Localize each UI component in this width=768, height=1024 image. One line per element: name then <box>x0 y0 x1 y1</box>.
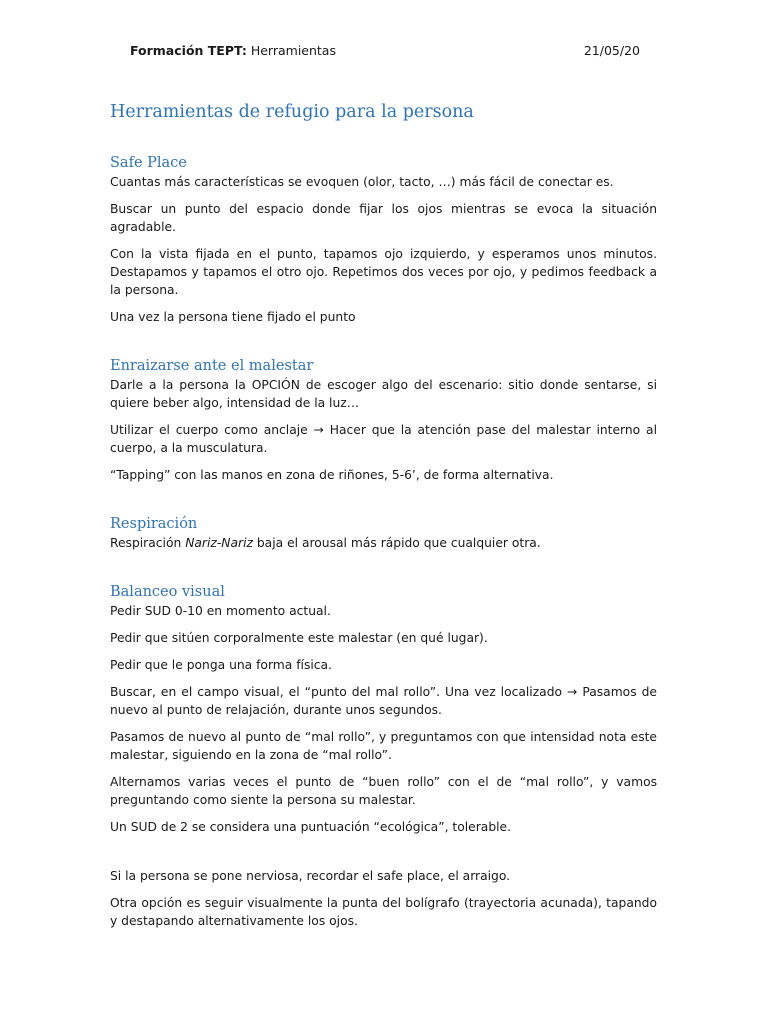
page-header <box>130 43 640 59</box>
paragraph: Darle a la persona la OPCIÓN de escoger algo del escenario: sitio donde sentarse, si quiere beber algo, intensidad de la luz… <box>110 378 657 410</box>
document-body <box>110 100 657 939</box>
paragraph: Utilizar el cuerpo como anclaje → Hacer que la atención pase del malestar interno al cuerpo, a la musculatura. <box>110 423 657 455</box>
section-heading: Enraizarse ante el malestar <box>110 358 314 374</box>
paragraph: Con la vista fijada en el punto, tapamos ojo izquierdo, y esperamos unos minutos. Destapamos y tapamos el otro ojo. Repetimos dos veces por ojo, y pedimos feedback a la persona. <box>110 247 657 297</box>
paragraph-emphasis: Nariz-Nariz <box>185 536 253 550</box>
closing-notes <box>110 867 657 930</box>
paragraph: Pasamos de nuevo al punto de “mal rollo”, y preguntamos con que intensidad nota este malestar, siguiendo en la zona de “mal rollo”. <box>110 730 657 762</box>
document-title: Herramientas de refugio para la persona <box>110 102 474 122</box>
header-label-bold: Formación TEPT: <box>130 43 247 58</box>
paragraph: Buscar, en el campo visual, el “punto del mal rollo”. Una vez localizado → Pasamos de nuevo al punto de relajación, durante unos segundos. <box>110 685 657 717</box>
paragraph: Pedir que sitúen corporalmente este malestar (en qué lugar). <box>110 631 488 645</box>
section-safe-place <box>110 154 657 326</box>
paragraph: Otra opción es seguir visualmente la punta del bolígrafo (trayectoria acunada), tapando y destapando alternativamente los ojos. <box>110 896 657 928</box>
paragraph: Cuantas más características se evoquen (olor, tacto, …) más fácil de conectar es. <box>110 175 614 189</box>
paragraph: Pedir SUD 0-10 en momento actual. <box>110 604 331 618</box>
header-date: 21/05/20 <box>583 43 640 58</box>
section-respiracion <box>110 515 657 552</box>
paragraph <box>110 534 657 552</box>
paragraph: Si la persona se pone nerviosa, recordar el safe place, el arraigo. <box>110 869 511 883</box>
section-heading: Respiración <box>110 516 198 532</box>
paragraph: Alternamos varias veces el punto de “buen rollo” con el de “mal rollo”, y vamos preguntando como siente la persona su malestar. <box>110 775 657 807</box>
section-heading: Safe Place <box>110 155 187 171</box>
paragraph: Buscar un punto del espacio donde fijar los ojos mientras se evoca la situación agradable. <box>110 202 657 234</box>
paragraph: “Tapping” con las manos en zona de riñones, 5-6’, de forma alternativa. <box>110 468 554 482</box>
header-label-rest: Herramientas <box>246 43 336 58</box>
paragraph: Una vez la persona tiene fijado el punto <box>110 310 356 324</box>
paragraph: Pedir que le ponga una forma física. <box>110 658 332 672</box>
section-balanceo-visual <box>110 583 657 836</box>
paragraph-text: Respiración <box>110 536 186 550</box>
section-heading: Balanceo visual <box>110 584 225 600</box>
section-enraizarse <box>110 357 657 484</box>
paragraph: Un SUD de 2 se considera una puntuación “ecológica”, tolerable. <box>110 820 512 834</box>
paragraph-text: baja el arousal más rápido que cualquier otra. <box>252 536 541 550</box>
